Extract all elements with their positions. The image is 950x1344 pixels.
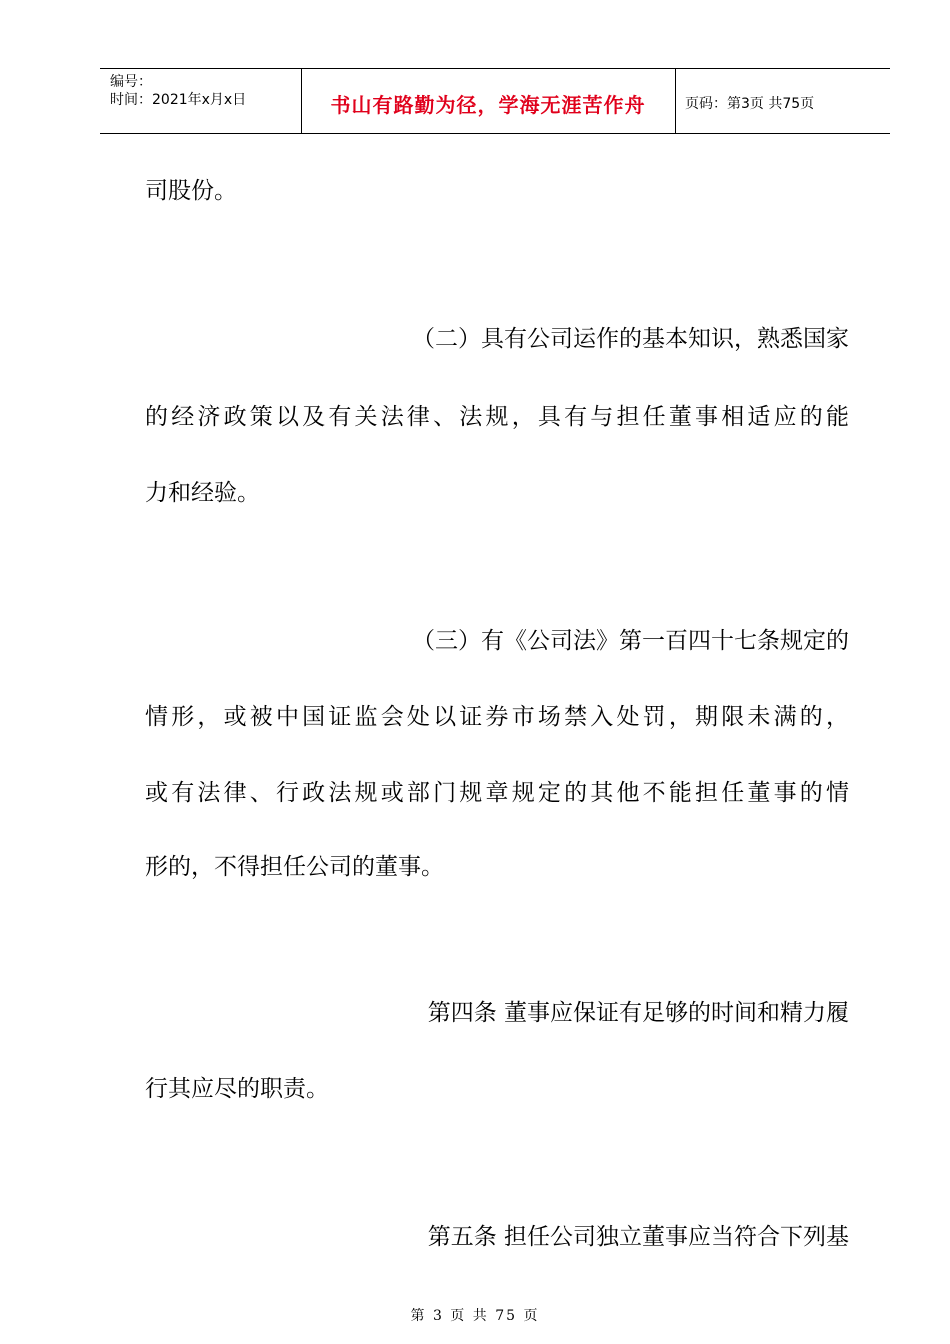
text-line: 情形，或被中国证监会处以证券市场禁入处罚，期限未满的， — [145, 704, 849, 730]
header-time: 时间：2021年x月x日 — [110, 92, 247, 108]
text-line: 形的，不得担任公司的董事。 — [145, 854, 444, 880]
text-line: 司股份。 — [145, 178, 237, 204]
text-line: 第四条 董事应保证有足够的时间和精力履 — [427, 1000, 849, 1026]
text-line: 的经济政策以及有关法律、法规，具有与担任董事相适应的能 — [145, 404, 849, 430]
text-line: （三）有《公司法》第一百四十七条规定的 — [412, 628, 849, 654]
page-header — [100, 68, 890, 134]
header-number: 编号： — [110, 74, 152, 90]
text-line: 行其应尽的职责。 — [145, 1076, 329, 1102]
text-line: 或有法律、行政法规或部门规章规定的其他不能担任董事的情 — [145, 780, 849, 806]
header-page-number: 页码：第3页 共75页 — [685, 96, 815, 112]
text-line: （二）具有公司运作的基本知识，熟悉国家 — [412, 326, 849, 352]
header-motto: 书山有路勤为径，学海无涯苦作舟 — [330, 93, 646, 117]
text-line: 力和经验。 — [145, 480, 260, 506]
text-line: 第五条 担任公司独立董事应当符合下列基 — [427, 1224, 849, 1250]
header-meta — [110, 73, 246, 109]
header-divider — [675, 69, 676, 133]
page-footer: 第 3 页 共 75 页 — [410, 1308, 540, 1324]
